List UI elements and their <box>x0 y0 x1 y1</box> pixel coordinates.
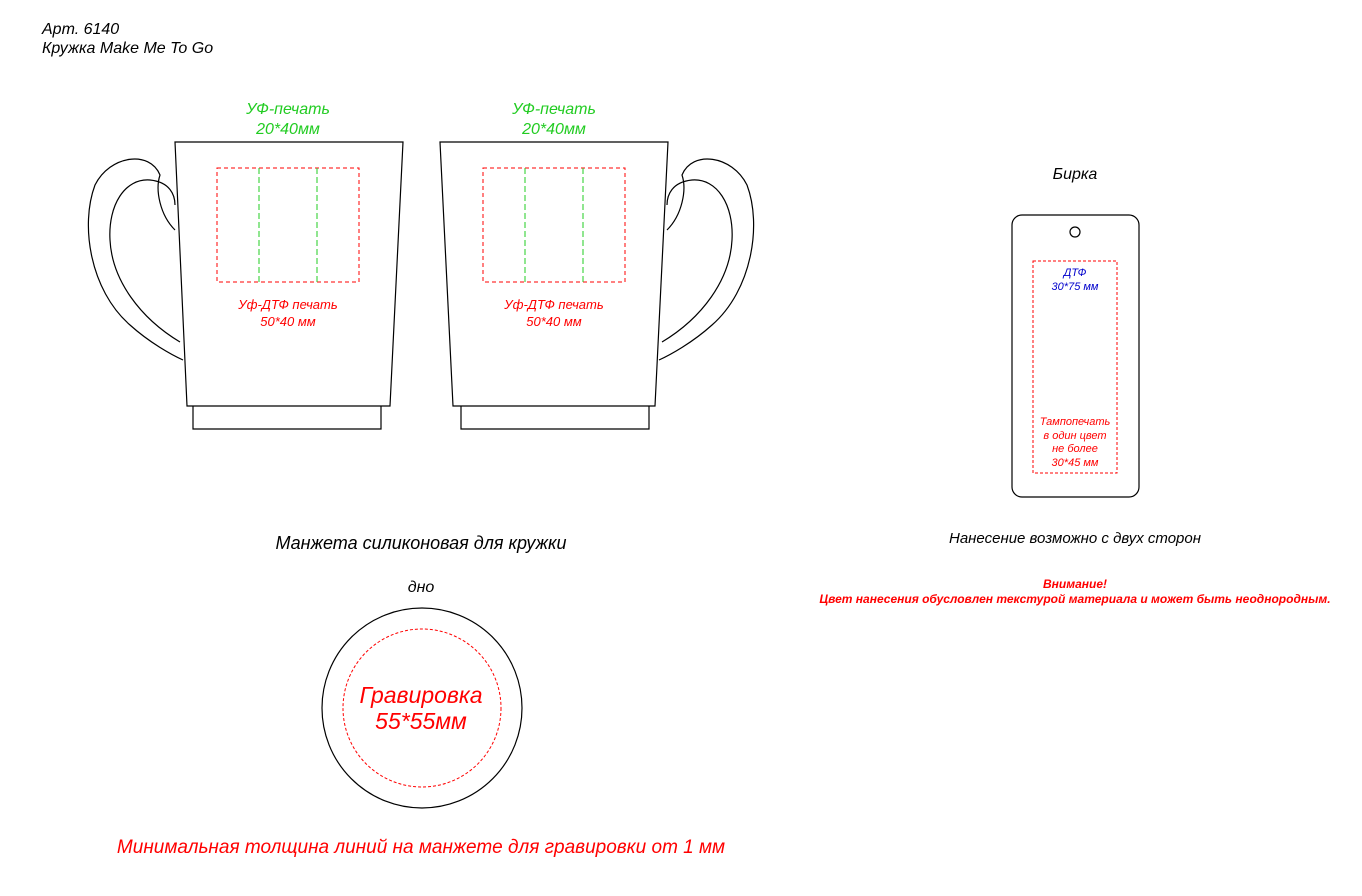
mug-left-uv-label: УФ-печать <box>246 101 330 118</box>
mug-right-body <box>440 142 668 406</box>
engraving-size: 55*55мм <box>375 708 467 734</box>
tag-hole <box>1070 227 1080 237</box>
sleeve-bottom-label: дно <box>407 579 435 596</box>
mug-right-uv-size: 20*40мм <box>522 121 586 138</box>
mug-right-uv-label: УФ-печать <box>512 101 596 118</box>
mug-right <box>440 142 754 429</box>
mug-left-base <box>193 406 381 429</box>
tag-pad-line3: не более <box>1052 443 1098 455</box>
warning-text: Цвет нанесения обусловлен текстурой материала и может быть неоднородным. <box>819 592 1331 606</box>
mug-left <box>88 142 403 429</box>
mug-left-dtf-size: 50*40 мм <box>260 314 316 329</box>
engraving-label: Гравировка <box>359 682 483 708</box>
tag-sides-note: Нанесение возможно с двух сторон <box>949 530 1201 547</box>
mug-left-dtf-zone <box>217 168 359 282</box>
tag-dtf-size: 30*75 мм <box>1051 281 1099 293</box>
mug-left-body <box>175 142 403 406</box>
mug-right-handle <box>659 159 754 360</box>
line-thickness-note: Минимальная толщина линий на манжете для гравировки от 1 мм <box>116 837 726 858</box>
mug-left-dtf-label: Уф-ДТФ печать <box>238 297 338 312</box>
mug-right-dtf-zone <box>483 168 625 282</box>
mug-left-handle <box>88 159 183 360</box>
tag-title: Бирка <box>1052 166 1098 183</box>
mug-right-dtf-label: Уф-ДТФ печать <box>504 297 604 312</box>
tag-dtf-label: ДТФ <box>1063 267 1087 279</box>
mug-left-uv-size: 20*40мм <box>256 121 320 138</box>
mug-right-base <box>461 406 649 429</box>
warning-title: Внимание! <box>1042 577 1108 591</box>
tag-pad-size: 30*45 мм <box>1051 457 1099 469</box>
tag-pad-line2: в один цвет <box>1043 430 1107 442</box>
article-number: Арт. 6140 <box>42 21 120 38</box>
tag-pad-line1: Тампопечать <box>1039 416 1111 428</box>
mug-right-dtf-size: 50*40 мм <box>526 314 582 329</box>
sleeve-title: Манжета силиконовая для кружки <box>275 533 567 553</box>
product-name: Кружка Make Me To Go <box>42 40 214 57</box>
